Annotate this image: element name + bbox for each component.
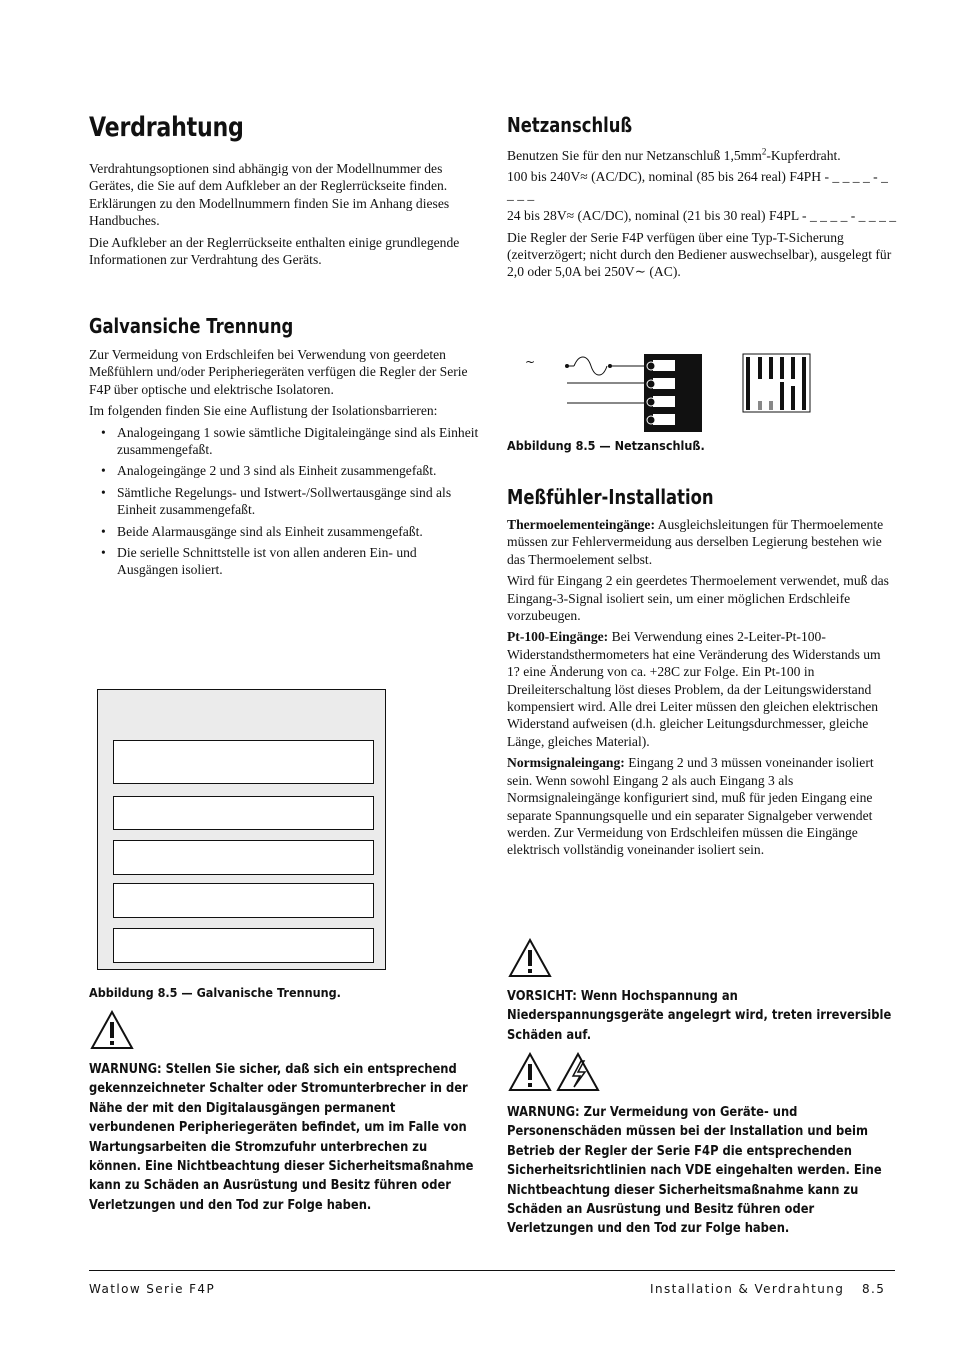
thermocouple-paragraph: Thermoelementeingänge: Ausgleichsleitungen für Thermoelemente müssen zur Fehlervermeidung aus derselben Legierung bestehen wie das Thermoelement selbst. xyxy=(507,517,884,567)
ac-tilde-label: ~ xyxy=(525,355,536,369)
warning-text-vde: WARNUNG: Zur Vermeidung von Geräte- und Personenschäden müssen bei der Installation und beim Betrieb der Regler der Serie F4P die entsprechenden Sicherheitsrichtlinien nach VDE eingehalten werden. Eine Nichtbeachtung dieser Sicherheitsmaßnahme kann zu Schäden an Ausrüstung und Besitz führen oder Verletzungen und den Tod zur Folge haben. xyxy=(507,1105,882,1237)
intro-paragraph: Die Aufkleber an der Reglerrückseite enthalten einige grundlegende Informationen zur Verdrahtung des Geräts. xyxy=(89,234,460,268)
section-title-sensor: Meßfühler-Installation xyxy=(507,485,714,509)
isolation-paragraph: Im folgenden finden Sie eine Auflistung der Isolationsbarrieren: xyxy=(89,403,438,419)
list-item: • Die serielle Schnittstelle ist von allen anderen Ein- und Ausgängen isoliert. xyxy=(89,544,479,579)
section-title-isolation: Galvansiche Trennung xyxy=(89,314,294,338)
isolation-list xyxy=(89,424,479,579)
isolation-barrier-block xyxy=(113,796,374,830)
intro-paragraph: Verdrahtungsoptionen sind abhängig von der Modellnummer des Gerätes, die Sie auf dem Aufkleber an der Reglerrückseite finden. Erklärungen zu den Modellnummern finden Sie im Anhang dieses Handbuches. xyxy=(89,161,450,229)
figure-caption-isolation: Abbildung 8.5 — Galvanische Trennung. xyxy=(89,985,341,1000)
isolation-paragraph: Zur Vermeidung von Erdschleifen bei Verwendung von geerdeten Meßfühlern und/oder Peripheriegeräten verfügen die Regler der Serie F4P über optische und elektrische Isolatoren. xyxy=(89,347,468,397)
high-voltage-icon xyxy=(556,1052,600,1092)
power-paragraph: 24 bis 28V≈ (AC/DC), nominal (21 bis 30 real) F4PL - _ _ _ _ - _ _ _ _ xyxy=(507,208,897,224)
list-item: • Analogeingänge 2 und 3 sind als Einheit zusammengefaßt. xyxy=(89,462,479,479)
power-paragraph: 100 bis 240V≈ (AC/DC), nominal (85 bis 264 real) F4PH - _ _ _ _ - _ _ _ _ xyxy=(507,169,888,202)
page-title: Verdrahtung xyxy=(89,112,244,143)
figure-caption-power: Abbildung 8.5 — Netzanschluß. xyxy=(507,438,705,453)
power-connection-diagram xyxy=(507,346,827,438)
sensor-text xyxy=(507,516,895,863)
thermocouple-paragraph: Wird für Eingang 2 ein geerdetes Thermoelement verwendet, muß das Eingang-3-Signal isoliert sein, um einer möglichen Erdschleife vorzubeugen. xyxy=(507,573,889,624)
isolation-barrier-block xyxy=(113,740,374,784)
power-text xyxy=(507,147,897,285)
footer-page-number: 8.5 xyxy=(862,1282,886,1296)
isolation-barrier-block xyxy=(113,883,374,918)
normsignal-paragraph: Normsignaleingang: Eingang 2 und 3 müssen voneinander isoliert sein. Wenn sowohl Eingang 2 als auch Eingang 3 als Normsignaleingänge konfiguriert sind, muß für jeden Eingang eine separate Spannungsquelle und ein separater Signalgeber verwendet werden. Zur Vermeidung von Erdschleifen müssen die Eingänge elektrisch vollständig voneinander isoliert sein. xyxy=(507,755,874,858)
isolation-barrier-block xyxy=(113,928,374,963)
pt100-paragraph: Pt-100-Eingänge: Bei Verwendung eines 2-Leiter-Pt-100-Widerstandsthermometers hat eine Veränderung des Widerstands um 1? eine Änderung von ca. +28C zur Folge. Ein Pt-100 in Dreileiterschaltung löst dieses Problem, da der Leitungswiderstand kompensiert wird. Alle drei Leiter müssen den gleichen elektrischen Widerstand aufweisen (d.h. gleicher Leitungsdurchmesser, gleiche Länge, gleiches Material). xyxy=(507,629,881,749)
section-title-power: Netzanschluß xyxy=(507,113,633,137)
list-item: • Sämtliche Regelungs- und Istwert-/Sollwertausgänge sind als Einheit zusammengefaßt. xyxy=(89,484,479,519)
footer-section: Installation & Verdrahtung xyxy=(650,1282,845,1296)
warning-triangle-icon xyxy=(508,1052,552,1092)
caution-text-high-voltage: VORSICHT: Wenn Hochspannung an Niederspannungsgeräte angelegrt wird, treten irreversible Schäden auf. xyxy=(507,989,892,1043)
footer-left: Watlow Serie F4P xyxy=(89,1282,216,1296)
isolation-text xyxy=(89,346,479,583)
isolation-barrier-block xyxy=(113,840,374,875)
power-paragraph: Benutzen Sie für den nur Netzanschluß $1,5mm^2$-Kupferdraht. xyxy=(507,146,841,163)
warning-triangle-icon xyxy=(90,1010,134,1050)
list-item: • Analogeingang 1 sowie sämtliche Digitaleingänge sind als Einheit zusammengefaßt. xyxy=(89,424,479,459)
intro-text xyxy=(89,160,481,272)
isolation-diagram xyxy=(97,689,386,970)
power-paragraph: Die Regler der Serie F4P verfügen über eine Typ-T-Sicherung (zeitverzögert; nicht durch den Bediener auswechselbar), ausgelegt für 2,0 oder 5,0A bei 250V∼ (AC). xyxy=(507,229,892,280)
footer-divider xyxy=(89,1270,895,1271)
warning-text-digital-outputs: WARNUNG: Stellen Sie sicher, daß sich ein entsprechend gekennzeichneter Schalter oder Stromunterbrecher in der Nähe der mit den Digitalausgängen permanent verbundenen Peripheriegeräten befindet, um im Falle von Wartungsarbeiten die Stromzufuhr unterbrechen zu können. Eine Nichtbeachtung dieser Sicherheitsmaßnahme kann zu Schäden an Ausrüstung und Besitz führen oder Verletzungen und den Tod zur Folge haben. xyxy=(89,1062,474,1213)
warning-triangle-icon xyxy=(508,938,552,978)
list-item: • Beide Alarmausgänge sind als Einheit zusammengefaßt. xyxy=(89,523,479,540)
